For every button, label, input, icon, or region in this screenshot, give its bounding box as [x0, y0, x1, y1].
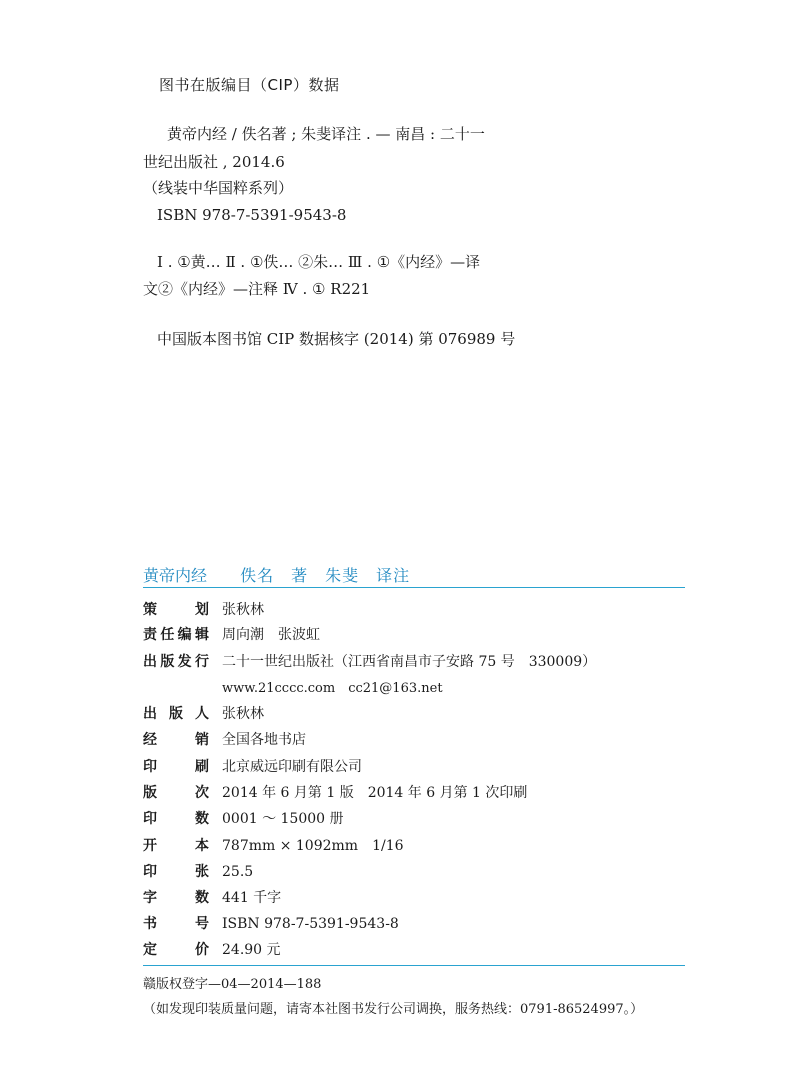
info-value: ISBN 978-7-5391-9543-8: [222, 916, 399, 932]
cip-isbn-line: ISBN 978-7-5391-9543-8: [157, 206, 347, 224]
info-value: 441 千字: [222, 890, 282, 906]
book-title-row: [143, 563, 685, 588]
info-value: 周向潮 张波虹: [222, 627, 320, 643]
info-value: 0001 ～ 15000 册: [222, 811, 344, 827]
cip-line: 黄帝内经 / 佚名著 ; 朱斐译注 . — 南昌 : 二十一: [167, 125, 485, 143]
info-value: 北京威远印刷有限公司: [222, 759, 362, 775]
info-value: 25.5: [222, 864, 254, 880]
cip-heading: 图书在版编目（CIP）数据: [159, 76, 340, 94]
book-authors: 佚名 著 朱斐 译注: [240, 566, 411, 585]
info-label: 责任编辑: [143, 627, 209, 643]
info-value: 二十一世纪出版社（江西省南昌市子安路 75 号 330009）: [222, 654, 597, 670]
info-label: 版 次: [143, 785, 209, 801]
info-label: 经 销: [143, 732, 209, 748]
info-value: www.21cccc.com cc21@163.net: [222, 681, 443, 696]
info-value: 24.90 元: [222, 942, 281, 958]
cip-classification-line: Ⅰ . ①黄… Ⅱ . ①佚… ②朱… Ⅲ . ①《内经》—译: [157, 253, 481, 271]
info-value: 全国各地书店: [222, 732, 306, 748]
cip-line: 世纪出版社 , 2014.6: [143, 153, 285, 171]
book-title: 黄帝内经: [143, 566, 208, 585]
info-label: 字 数: [143, 890, 209, 906]
info-label: 定 价: [143, 942, 209, 958]
cip-line: （线装中华国粹系列）: [143, 179, 294, 197]
cip-classification-line: 文②《内经》—注释 Ⅳ . ① R221: [143, 280, 371, 298]
info-label: 出版发行: [143, 654, 209, 670]
info-label: 书 号: [143, 916, 209, 932]
info-label: 策 划: [143, 602, 209, 618]
info-value: 张秋林: [222, 706, 264, 722]
info-label: 印 刷: [143, 759, 209, 775]
info-value: 张秋林: [222, 602, 264, 618]
info-label: 出 版 人: [143, 706, 209, 722]
cip-record-number: 中国版本图书馆 CIP 数据核字 (2014) 第 076989 号: [157, 330, 516, 348]
info-value: 787mm × 1092mm 1/16: [222, 838, 404, 854]
copyright-registration: 赣版权登字—04—2014—188: [143, 977, 322, 992]
info-label: 印 数: [143, 811, 209, 827]
quality-notice: （如发现印装质量问题，请寄本社图书发行公司调换，服务热线：0791-86524997。）: [143, 1002, 644, 1017]
info-value: 2014 年 6 月第 1 版 2014 年 6 月第 1 次印刷: [222, 785, 528, 801]
info-label: 开 本: [143, 838, 209, 854]
divider: [143, 965, 685, 966]
info-label: 印 张: [143, 864, 209, 880]
